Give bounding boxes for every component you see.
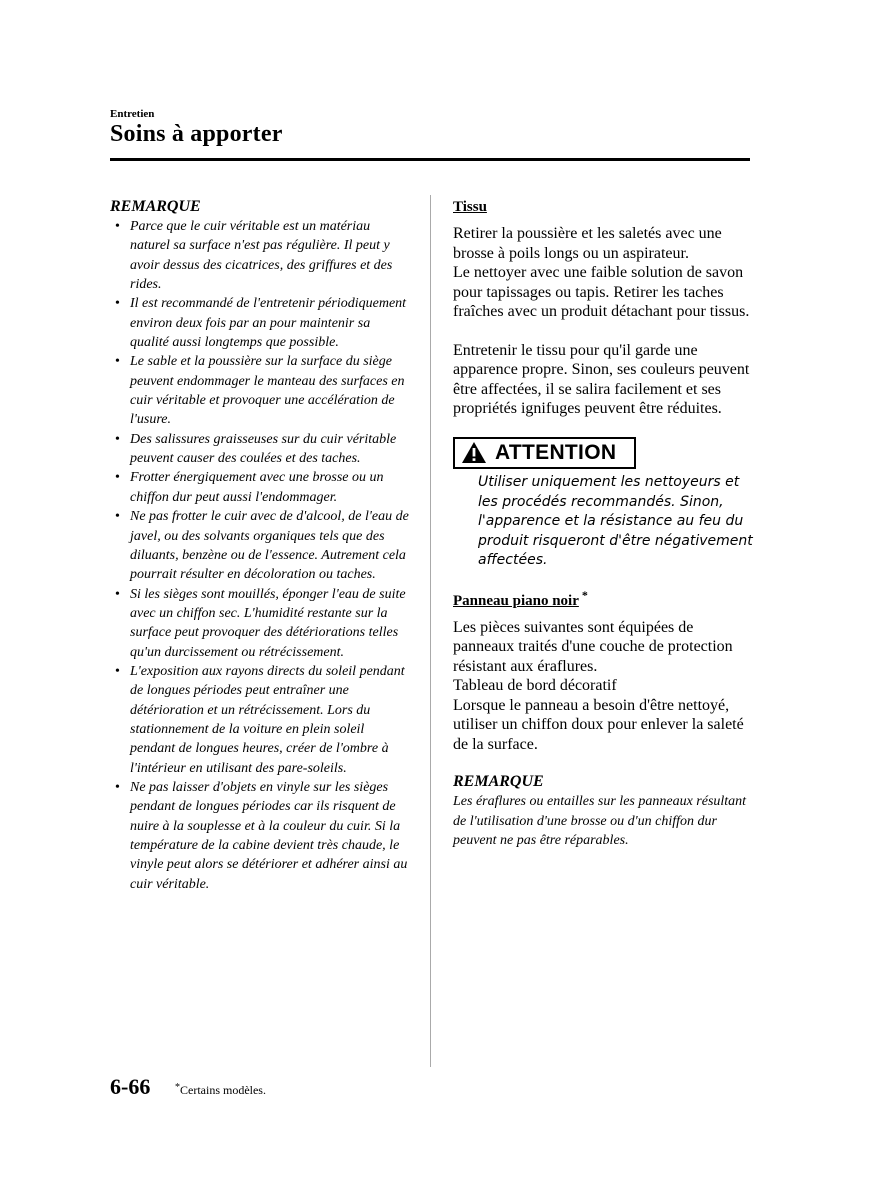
attention-label: ATTENTION (495, 440, 617, 464)
piano-paragraph: Tableau de bord décoratif (453, 677, 617, 694)
footnote (175, 1082, 266, 1098)
left-column (110, 197, 410, 894)
bullet-icon: • (115, 779, 120, 795)
list-item-text: Parce que le cuir véritable est un matériau naturel sa surface n'est pas régulière. Il peut y avoir dessus des cicatrices, des griffures et des rides. (130, 219, 393, 293)
tissu-paragraph: Retirer la poussière et les saletés avec une brosse à poils longs ou un aspirateur. (453, 225, 722, 262)
list-item (110, 294, 410, 352)
footnote-text: Certains modèles. (180, 1083, 266, 1097)
tissu-paragraph: Le nettoyer avec une faible solution de savon pour tapissages ou tapis. Retirer les taches fraîches avec un produit détachant pour tissus. (453, 264, 750, 320)
attention-box (453, 437, 636, 469)
note-heading: REMARQUE (110, 198, 201, 215)
piano-paragraph: Les pièces suivantes sont équipées de panneaux traités d'une couche de protection résistant aux éraflures. (453, 618, 733, 675)
bullet-icon: • (115, 296, 120, 312)
list-item-text: Frotter énergiquement avec une brosse ou un chiffon dur peut aussi l'endommager. (130, 470, 384, 505)
list-item (110, 430, 410, 469)
bullet-icon: • (115, 219, 120, 234)
list-item (110, 217, 410, 294)
bullet-icon: • (115, 470, 120, 486)
piano-paragraph: Lorsque le panneau a besoin d'être nettoyé, utiliser un chiffon doux pour enlever la saleté de la surface. (453, 696, 744, 753)
page-title: Soins à apporter (110, 121, 283, 147)
list-item (110, 507, 410, 584)
title-rule (110, 158, 750, 161)
list-item-text: Ne pas laisser d'objets en vinyle sur les sièges pendant de longues périodes car ils risquent de nuire à la souplesse et à la couleur du cuir. Si la température de la cabine devient très chaude, le vinyle peut alors se détériorer et adhérer ainsi au cuir véritable. (130, 779, 408, 892)
bullet-icon: • (115, 586, 120, 602)
list-item-text: Il est recommandé de l'entretenir périodiquement environ deux fois par an pour maintenir sa qualité aussi longtemps que possible. (130, 296, 407, 351)
note-text: Les éraflures ou entailles sur les panneaux résultant de l'utilisation d'une brosse ou d'un chiffon dur peuvent ne pas être réparables. (453, 794, 747, 848)
note-heading: REMARQUE (453, 773, 544, 790)
column-divider (430, 195, 431, 1067)
list-item (110, 662, 410, 778)
list-item (110, 352, 410, 429)
tissu-paragraph: Entretenir le tissu pour qu'il garde une apparence propre. Sinon, ses couleurs peuvent être affectées, il se salira facilement et ses propriétés ignifuges peuvent être réduites. (453, 341, 750, 417)
list-item-text: Le sable et la poussière sur la surface du siège peuvent endommager le manteau des surfaces en cuir véritable et provoquer une accélération de l'usure. (130, 354, 405, 428)
piano-heading-text: Panneau piano noir (453, 592, 579, 609)
bullet-icon: • (115, 509, 120, 525)
page-number: 6-66 (110, 1074, 151, 1099)
footnote-star: * (581, 587, 588, 602)
list-item-text: Ne pas frotter le cuir avec de d'alcool, de l'eau de javel, ou des solvants organiques tels que des diluants, benzène ou de l'essence. Autrement cela pourrait résulter en décoloration ou taches. (130, 509, 409, 583)
bullet-icon: • (115, 663, 120, 679)
footnote-star: * (175, 1082, 180, 1093)
bullet-icon: • (115, 354, 120, 370)
section-label: Entretien (110, 108, 155, 120)
piano-heading (453, 585, 753, 611)
list-item (110, 585, 410, 662)
list-item-text: Si les sièges sont mouillés, éponger l'eau de suite avec un chiffon sec. L'humidité restante sur la surface peut provoquer des détériorations telles qu'un durcissement ou rétrécissement. (130, 586, 406, 660)
list-item-text: Des salissures graisseuses sur du cuir véritable peuvent causer des coulées et des taches. (130, 431, 397, 467)
right-column (453, 197, 753, 851)
list-item-text: L'exposition aux rayons directs du soleil pendant de longues périodes peut entraîner une détérioration et un rétrécissement. Lors du stationnement de la voiture en plein soleil pendant de longues heures, créer de l'ombre à l'intérieur en utilisant des pare-soleils. (130, 663, 405, 776)
list-item (110, 468, 410, 507)
list-item (110, 778, 410, 894)
attention-text: Utiliser uniquement les nettoyeurs et les procédés recommandés. Sinon, l'apparence et la résistance au feu du produit risqueront d'être négativement affectées. (478, 474, 753, 568)
warning-triangle-icon (461, 441, 487, 464)
note-bullet-list (110, 217, 410, 894)
tissu-heading: Tissu (453, 199, 487, 215)
bullet-icon: • (115, 431, 120, 447)
